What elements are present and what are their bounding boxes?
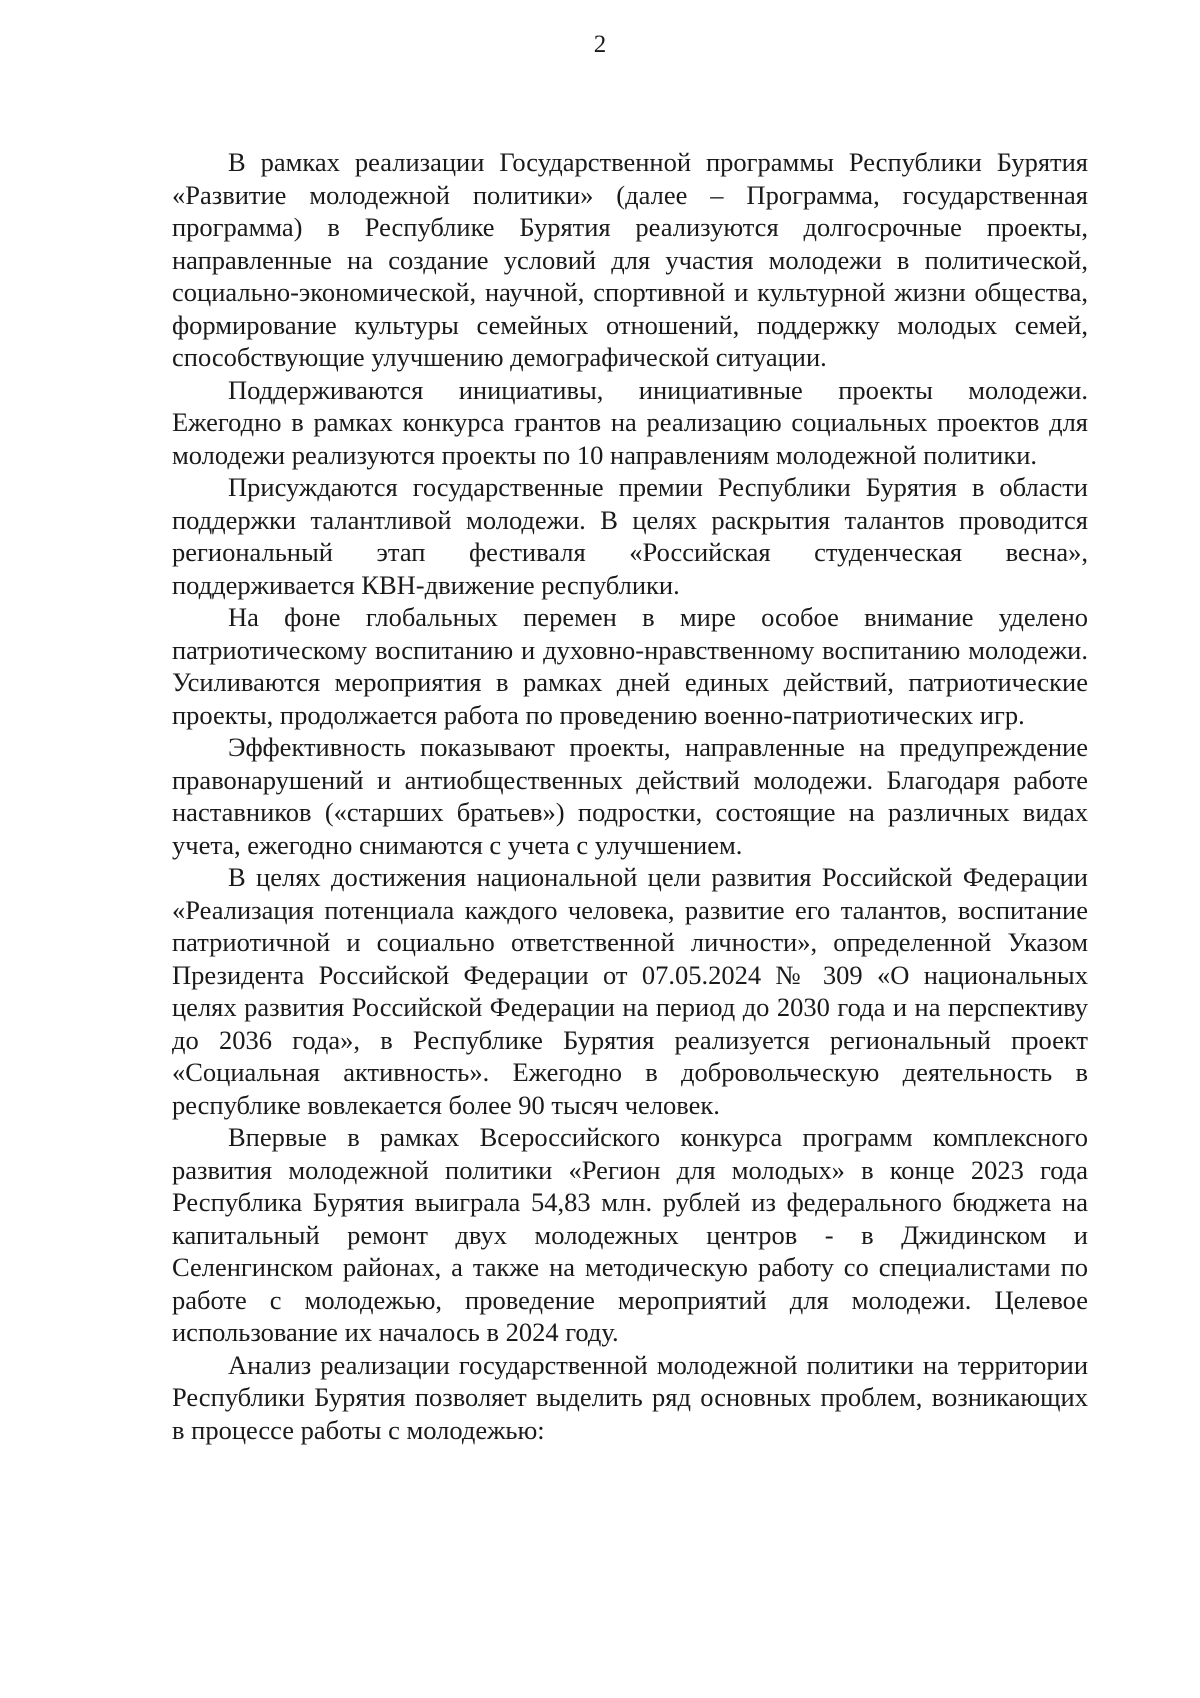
paragraph-crime-prevention: Эффективность показывают проекты, направленные на предупреждение правонарушений и антиобщественных действий молодежи. Благодаря работе наставников («старших братьев») подростки, состоящие на различных видах учета, ежегодно снимаются с учета с улучшением. [172,732,1088,860]
paragraph-problems-intro: Анализ реализации государственной молодежной политики на территории Республики Бурятия позволяет выделить ряд основных проблем, возникающих в процессе работы с молодежью: [172,1349,1088,1445]
paragraph-state-awards: Присуждаются государственные премии Республики Бурятия в области поддержки талантливой молодежи. В целях раскрытия талантов проводится региональный этап фестиваля «Российская студенческая весна», поддерживается КВН-движение республики. [172,472,1088,600]
paragraph-patriotic-education: На фоне глобальных перемен в мире особое внимание уделено патриотическому воспитанию и духовно-нравственному воспитанию молодежи. Усиливаются мероприятия в рамках дней единых действий, патриотические проекты, продолжается работа по проведению военно-патриотических игр. [172,602,1088,730]
paragraph-national-goals: В целях достижения национальной цели развития Российской Федерации «Реализация потенциала каждого человека, развитие его талантов, воспитание патриотичной и социально ответственной личности», определенной Указом Президента Российской Федерации от 07.05.2024 № 309 «О национальных целях развития Российской Федерации на период до 2030 года и на перспективу до 2036 года», в Республике Бурятия реализуется региональный проект «Социальная активность». Ежегодно в добровольческую деятельность в республике вовлекается более 90 тысяч человек. [172,862,1088,1120]
paragraph-program-overview: В рамках реализации Государственной программы Республики Бурятия «Развитие молодежной политики» (далее – Программа, государственная программа) в Республике Бурятия реализуются долгосрочные проекты, направленные на создание условий для участия молодежи в политической, социально-экономической, научной, спортивной и культурной жизни общества, формирование культуры семейных отношений, поддержку молодых семей, способствующие улучшению демографической ситуации. [172,147,1088,372]
document-body [172,146,1088,1446]
paragraph-region-for-youth: Впервые в рамках Всероссийского конкурса программ комплексного развития молодежной политики «Регион для молодых» в конце 2023 года Республика Бурятия выиграла 54,83 млн. рублей из федерального бюджета на капитальный ремонт двух молодежных центров - в Джидинском и Селенгинском районах, а также на методическую работу со специалистами по работе с молодежью, проведение мероприятий для молодежи. Целевое использование их началось в 2024 году. [172,1122,1088,1347]
page-number: 2 [593,31,607,58]
paragraph-youth-initiatives: Поддерживаются инициативы, инициативные проекты молодежи. Ежегодно в рамках конкурса грантов на реализацию социальных проектов для молодежи реализуются проекты по 10 направлениям молодежной политики. [172,374,1088,470]
